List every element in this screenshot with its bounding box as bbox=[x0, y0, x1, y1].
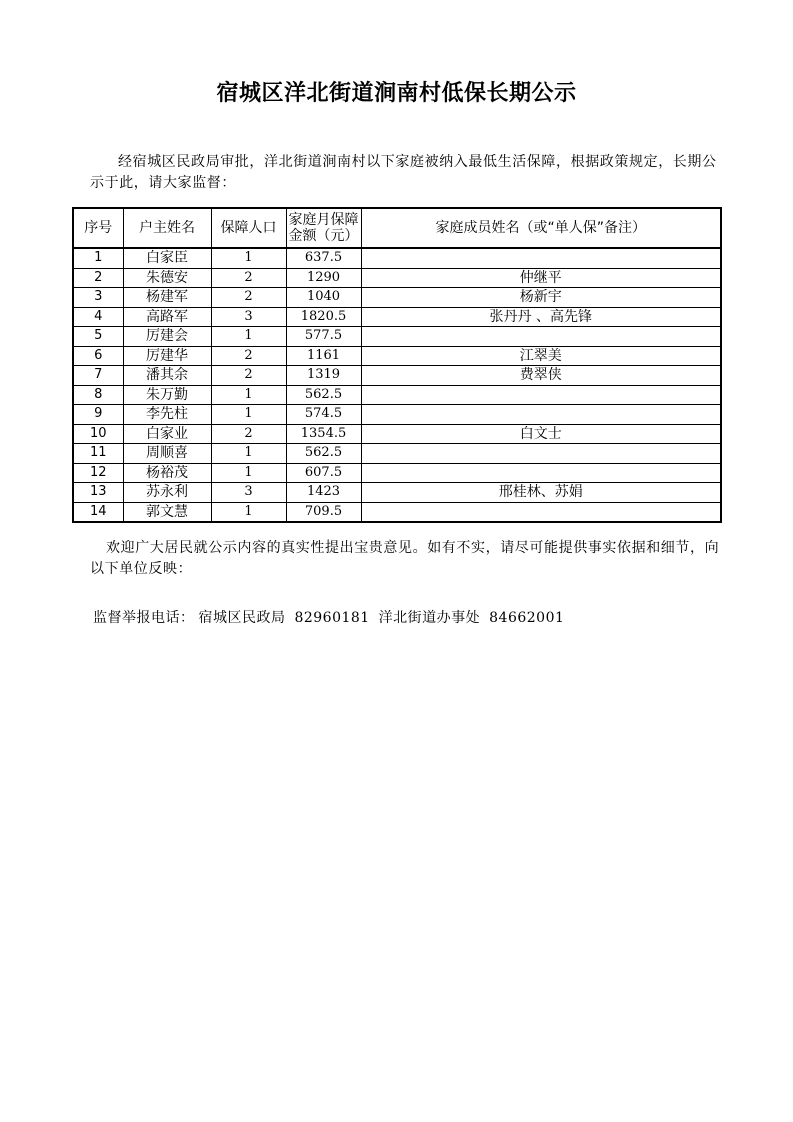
family-members: 杨新宇 bbox=[361, 288, 721, 308]
row-number: 5 bbox=[73, 327, 123, 347]
table-row bbox=[73, 424, 721, 444]
table-header bbox=[73, 208, 721, 248]
contact-phone-2: 84662001 bbox=[489, 610, 565, 626]
householder-name: 潘其余 bbox=[123, 366, 211, 386]
family-members bbox=[361, 405, 721, 425]
contact-phone-1: 82960181 bbox=[294, 610, 370, 626]
monthly-amount: 637.5 bbox=[286, 248, 361, 268]
population-count: 3 bbox=[211, 483, 286, 503]
table-row bbox=[73, 385, 721, 405]
monthly-amount: 1319 bbox=[286, 366, 361, 386]
family-members: 邢桂林、苏娟 bbox=[361, 483, 721, 503]
population-count: 1 bbox=[211, 248, 286, 268]
family-members: 费翠侠 bbox=[361, 366, 721, 386]
population-count: 1 bbox=[211, 405, 286, 425]
family-members: 白文士 bbox=[361, 424, 721, 444]
contact-office-1: 宿城区民政局 bbox=[198, 610, 286, 626]
householder-name: 厉建华 bbox=[123, 346, 211, 366]
header-population: 保障人口 bbox=[211, 208, 286, 248]
notice-paragraph: 欢迎广大居民就公示内容的真实性提出宝贵意见。如有不实，请尽可能提供事实依据和细节，向以下单位反映： bbox=[90, 540, 720, 577]
header-householder: 户主姓名 bbox=[123, 208, 211, 248]
population-count: 2 bbox=[211, 424, 286, 444]
householder-name: 郭文慧 bbox=[123, 502, 211, 522]
family-members bbox=[361, 444, 721, 464]
monthly-amount: 1040 bbox=[286, 288, 361, 308]
monthly-amount: 1290 bbox=[286, 268, 361, 288]
table-row bbox=[73, 268, 721, 288]
monthly-amount: 607.5 bbox=[286, 463, 361, 483]
population-count: 2 bbox=[211, 366, 286, 386]
monthly-amount: 1820.5 bbox=[286, 307, 361, 327]
family-members: 仲继平 bbox=[361, 268, 721, 288]
row-number: 3 bbox=[73, 288, 123, 308]
table-body bbox=[73, 248, 721, 522]
row-number: 14 bbox=[73, 502, 123, 522]
header-no: 序号 bbox=[73, 208, 123, 248]
family-members bbox=[361, 502, 721, 522]
table-row bbox=[73, 248, 721, 268]
row-number: 2 bbox=[73, 268, 123, 288]
population-count: 2 bbox=[211, 268, 286, 288]
table-row bbox=[73, 502, 721, 522]
row-number: 11 bbox=[73, 444, 123, 464]
householder-name: 白家业 bbox=[123, 424, 211, 444]
population-count: 1 bbox=[211, 385, 286, 405]
contact-label: 监督举报电话： bbox=[93, 610, 195, 626]
population-count: 1 bbox=[211, 327, 286, 347]
monthly-amount: 1354.5 bbox=[286, 424, 361, 444]
row-number: 12 bbox=[73, 463, 123, 483]
population-count: 1 bbox=[211, 502, 286, 522]
table-row bbox=[73, 483, 721, 503]
householder-name: 厉建会 bbox=[123, 327, 211, 347]
householder-name: 朱万勤 bbox=[123, 385, 211, 405]
monthly-amount: 1423 bbox=[286, 483, 361, 503]
row-number: 8 bbox=[73, 385, 123, 405]
family-members bbox=[361, 248, 721, 268]
householder-name: 李先柱 bbox=[123, 405, 211, 425]
family-members bbox=[361, 463, 721, 483]
family-members bbox=[361, 385, 721, 405]
population-count: 2 bbox=[211, 288, 286, 308]
row-number: 6 bbox=[73, 346, 123, 366]
family-members: 张丹丹 、高先锋 bbox=[361, 307, 721, 327]
monthly-amount: 577.5 bbox=[286, 327, 361, 347]
householder-name: 高路军 bbox=[123, 307, 211, 327]
table-row bbox=[73, 463, 721, 483]
population-count: 1 bbox=[211, 444, 286, 464]
householder-name: 白家臣 bbox=[123, 248, 211, 268]
subsidy-table bbox=[72, 207, 722, 523]
row-number: 13 bbox=[73, 483, 123, 503]
row-number: 10 bbox=[73, 424, 123, 444]
table-row bbox=[73, 366, 721, 386]
row-number: 4 bbox=[73, 307, 123, 327]
contact-line bbox=[93, 607, 568, 627]
monthly-amount: 574.5 bbox=[286, 405, 361, 425]
contact-office-2: 洋北街道办事处 bbox=[378, 610, 481, 626]
monthly-amount: 1161 bbox=[286, 346, 361, 366]
family-members: 江翠美 bbox=[361, 346, 721, 366]
householder-name: 朱德安 bbox=[123, 268, 211, 288]
header-amount: 家庭月保障金额（元） bbox=[286, 208, 361, 248]
table-row bbox=[73, 444, 721, 464]
table-row bbox=[73, 288, 721, 308]
householder-name: 苏永利 bbox=[123, 483, 211, 503]
householder-name: 周顺喜 bbox=[123, 444, 211, 464]
population-count: 1 bbox=[211, 463, 286, 483]
table-row bbox=[73, 307, 721, 327]
population-count: 2 bbox=[211, 346, 286, 366]
row-number: 1 bbox=[73, 248, 123, 268]
table-row bbox=[73, 327, 721, 347]
monthly-amount: 709.5 bbox=[286, 502, 361, 522]
population-count: 3 bbox=[211, 307, 286, 327]
family-members bbox=[361, 327, 721, 347]
monthly-amount: 562.5 bbox=[286, 385, 361, 405]
table-row bbox=[73, 405, 721, 425]
row-number: 9 bbox=[73, 405, 123, 425]
row-number: 7 bbox=[73, 366, 123, 386]
table-row bbox=[73, 346, 721, 366]
householder-name: 杨裕茂 bbox=[123, 463, 211, 483]
monthly-amount: 562.5 bbox=[286, 444, 361, 464]
header-members: 家庭成员姓名（或“单人保”备注） bbox=[361, 208, 721, 248]
householder-name: 杨建军 bbox=[123, 288, 211, 308]
page-title: 宿城区洋北街道涧南村低保长期公示 bbox=[216, 81, 577, 106]
intro-paragraph: 经宿城区民政局审批，洋北街道涧南村以下家庭被纳入最低生活保障，根据政策规定，长期公示于此，请大家监督： bbox=[90, 154, 717, 191]
